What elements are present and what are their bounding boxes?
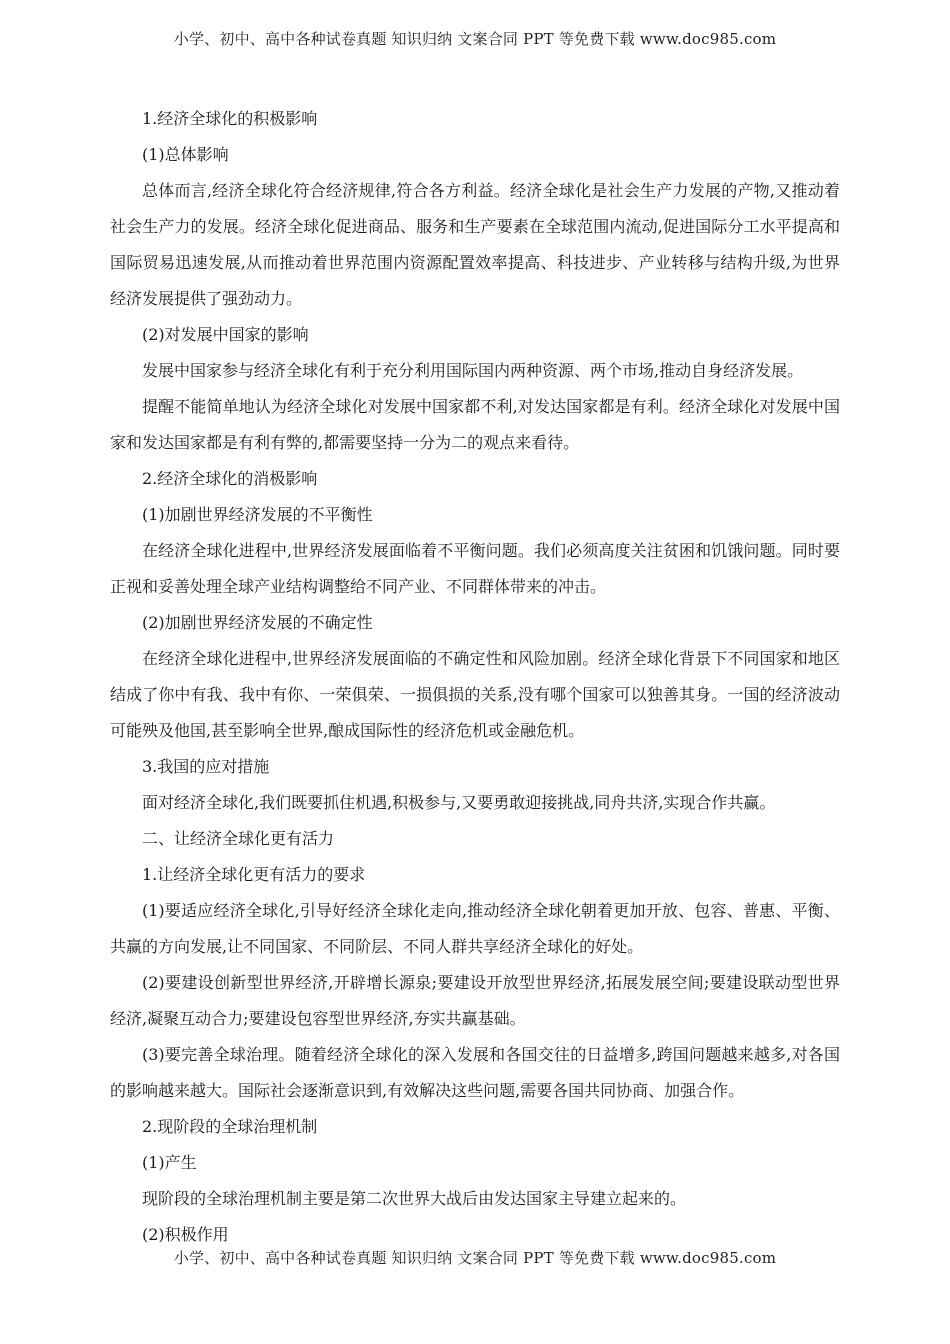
paragraph-developing-countries: 发展中国家参与经济全球化有利于充分利用国际国内两种资源、两个市场,推动自身经济发展。	[142, 361, 804, 380]
subheading-developing-countries: (2)对发展中国家的影响	[142, 325, 309, 344]
page-footer: 小学、初中、高中各种试卷真题 知识归纳 文案合同 PPT 等免费下载 www.doc985.com	[173, 1249, 777, 1267]
page-header: 小学、初中、高中各种试卷真题 知识归纳 文案合同 PPT 等免费下载 www.doc985.com	[173, 30, 777, 48]
heading-vitality-requirements: 1.让经济全球化更有活力的要求	[142, 865, 366, 884]
paragraph-overall-effect: 总体而言,经济全球化符合经济规律,符合各方利益。经济全球化是社会生产力发展的产物,又推动着社会生产力的发展。经济全球化促进商品、服务和生产要素在全球范围内流动,促进国际分工水平提高和国际贸易迅速发展,从而推动着世界范围内资源配置效率提高、科技进步、产业转移与结构升级,为世界经济发展提供了强劲动力。	[110, 181, 840, 308]
paragraph-reminder: 提醒不能简单地认为经济全球化对发展中国家都不利,对发达国家都是有利。经济全球化对发展中国家和发达国家都是有利有弊的,都需要坚持一分为二的观点来看待。	[110, 397, 840, 452]
subheading-positive-role: (2)积极作用	[142, 1225, 229, 1244]
subheading-imbalance: (1)加剧世界经济发展的不平衡性	[142, 505, 373, 524]
section-heading-vitality: 二、让经济全球化更有活力	[142, 829, 335, 848]
paragraph-requirement-2: (2)要建设创新型世界经济,开辟增长源泉;要建设开放型世界经济,拓展发展空间;要建设联动型世界经济,凝聚互动合力;要建设包容型世界经济,夯实共赢基础。	[110, 973, 840, 1028]
paragraph-requirement-3: (3)要完善全球治理。随着经济全球化的深入发展和各国交往的日益增多,跨国问题越来越多,对各国的影响越来越大。国际社会逐渐意识到,有效解决这些问题,需要各国共同协商、加强合作。	[110, 1045, 840, 1100]
paragraph-imbalance: 在经济全球化进程中,世界经济发展面临着不平衡问题。我们必须高度关注贫困和饥饿问题。同时要正视和妥善处理全球产业结构调整给不同产业、不同群体带来的冲击。	[110, 541, 840, 596]
paragraph-uncertainty: 在经济全球化进程中,世界经济发展面临的不确定性和风险加剧。经济全球化背景下不同国家和地区结成了你中有我、我中有你、一荣俱荣、一损俱损的关系,没有哪个国家可以独善其身。一国的经济波动可能殃及他国,甚至影响全世界,酿成国际性的经济危机或金融危机。	[110, 649, 840, 740]
paragraph-requirement-1: (1)要适应经济全球化,引导好经济全球化走向,推动经济全球化朝着更加开放、包容、普惠、平衡、共赢的方向发展,让不同国家、不同阶层、不同人群共享经济全球化的好处。	[110, 901, 840, 956]
heading-governance-mechanism: 2.现阶段的全球治理机制	[142, 1117, 318, 1136]
subheading-uncertainty: (2)加剧世界经济发展的不确定性	[142, 613, 373, 632]
document-body	[110, 101, 840, 1253]
heading-positive-effects: 1.经济全球化的积极影响	[142, 109, 318, 128]
paragraph-countermeasures: 面对经济全球化,我们既要抓住机遇,积极参与,又要勇敢迎接挑战,同舟共济,实现合作共赢。	[142, 793, 776, 812]
paragraph-origin: 现阶段的全球治理机制主要是第二次世界大战后由发达国家主导建立起来的。	[142, 1189, 687, 1208]
heading-negative-effects: 2.经济全球化的消极影响	[142, 469, 318, 488]
heading-countermeasures: 3.我国的应对措施	[142, 757, 270, 776]
subheading-origin: (1)产生	[142, 1153, 197, 1172]
subheading-overall-effect: (1)总体影响	[142, 145, 229, 164]
